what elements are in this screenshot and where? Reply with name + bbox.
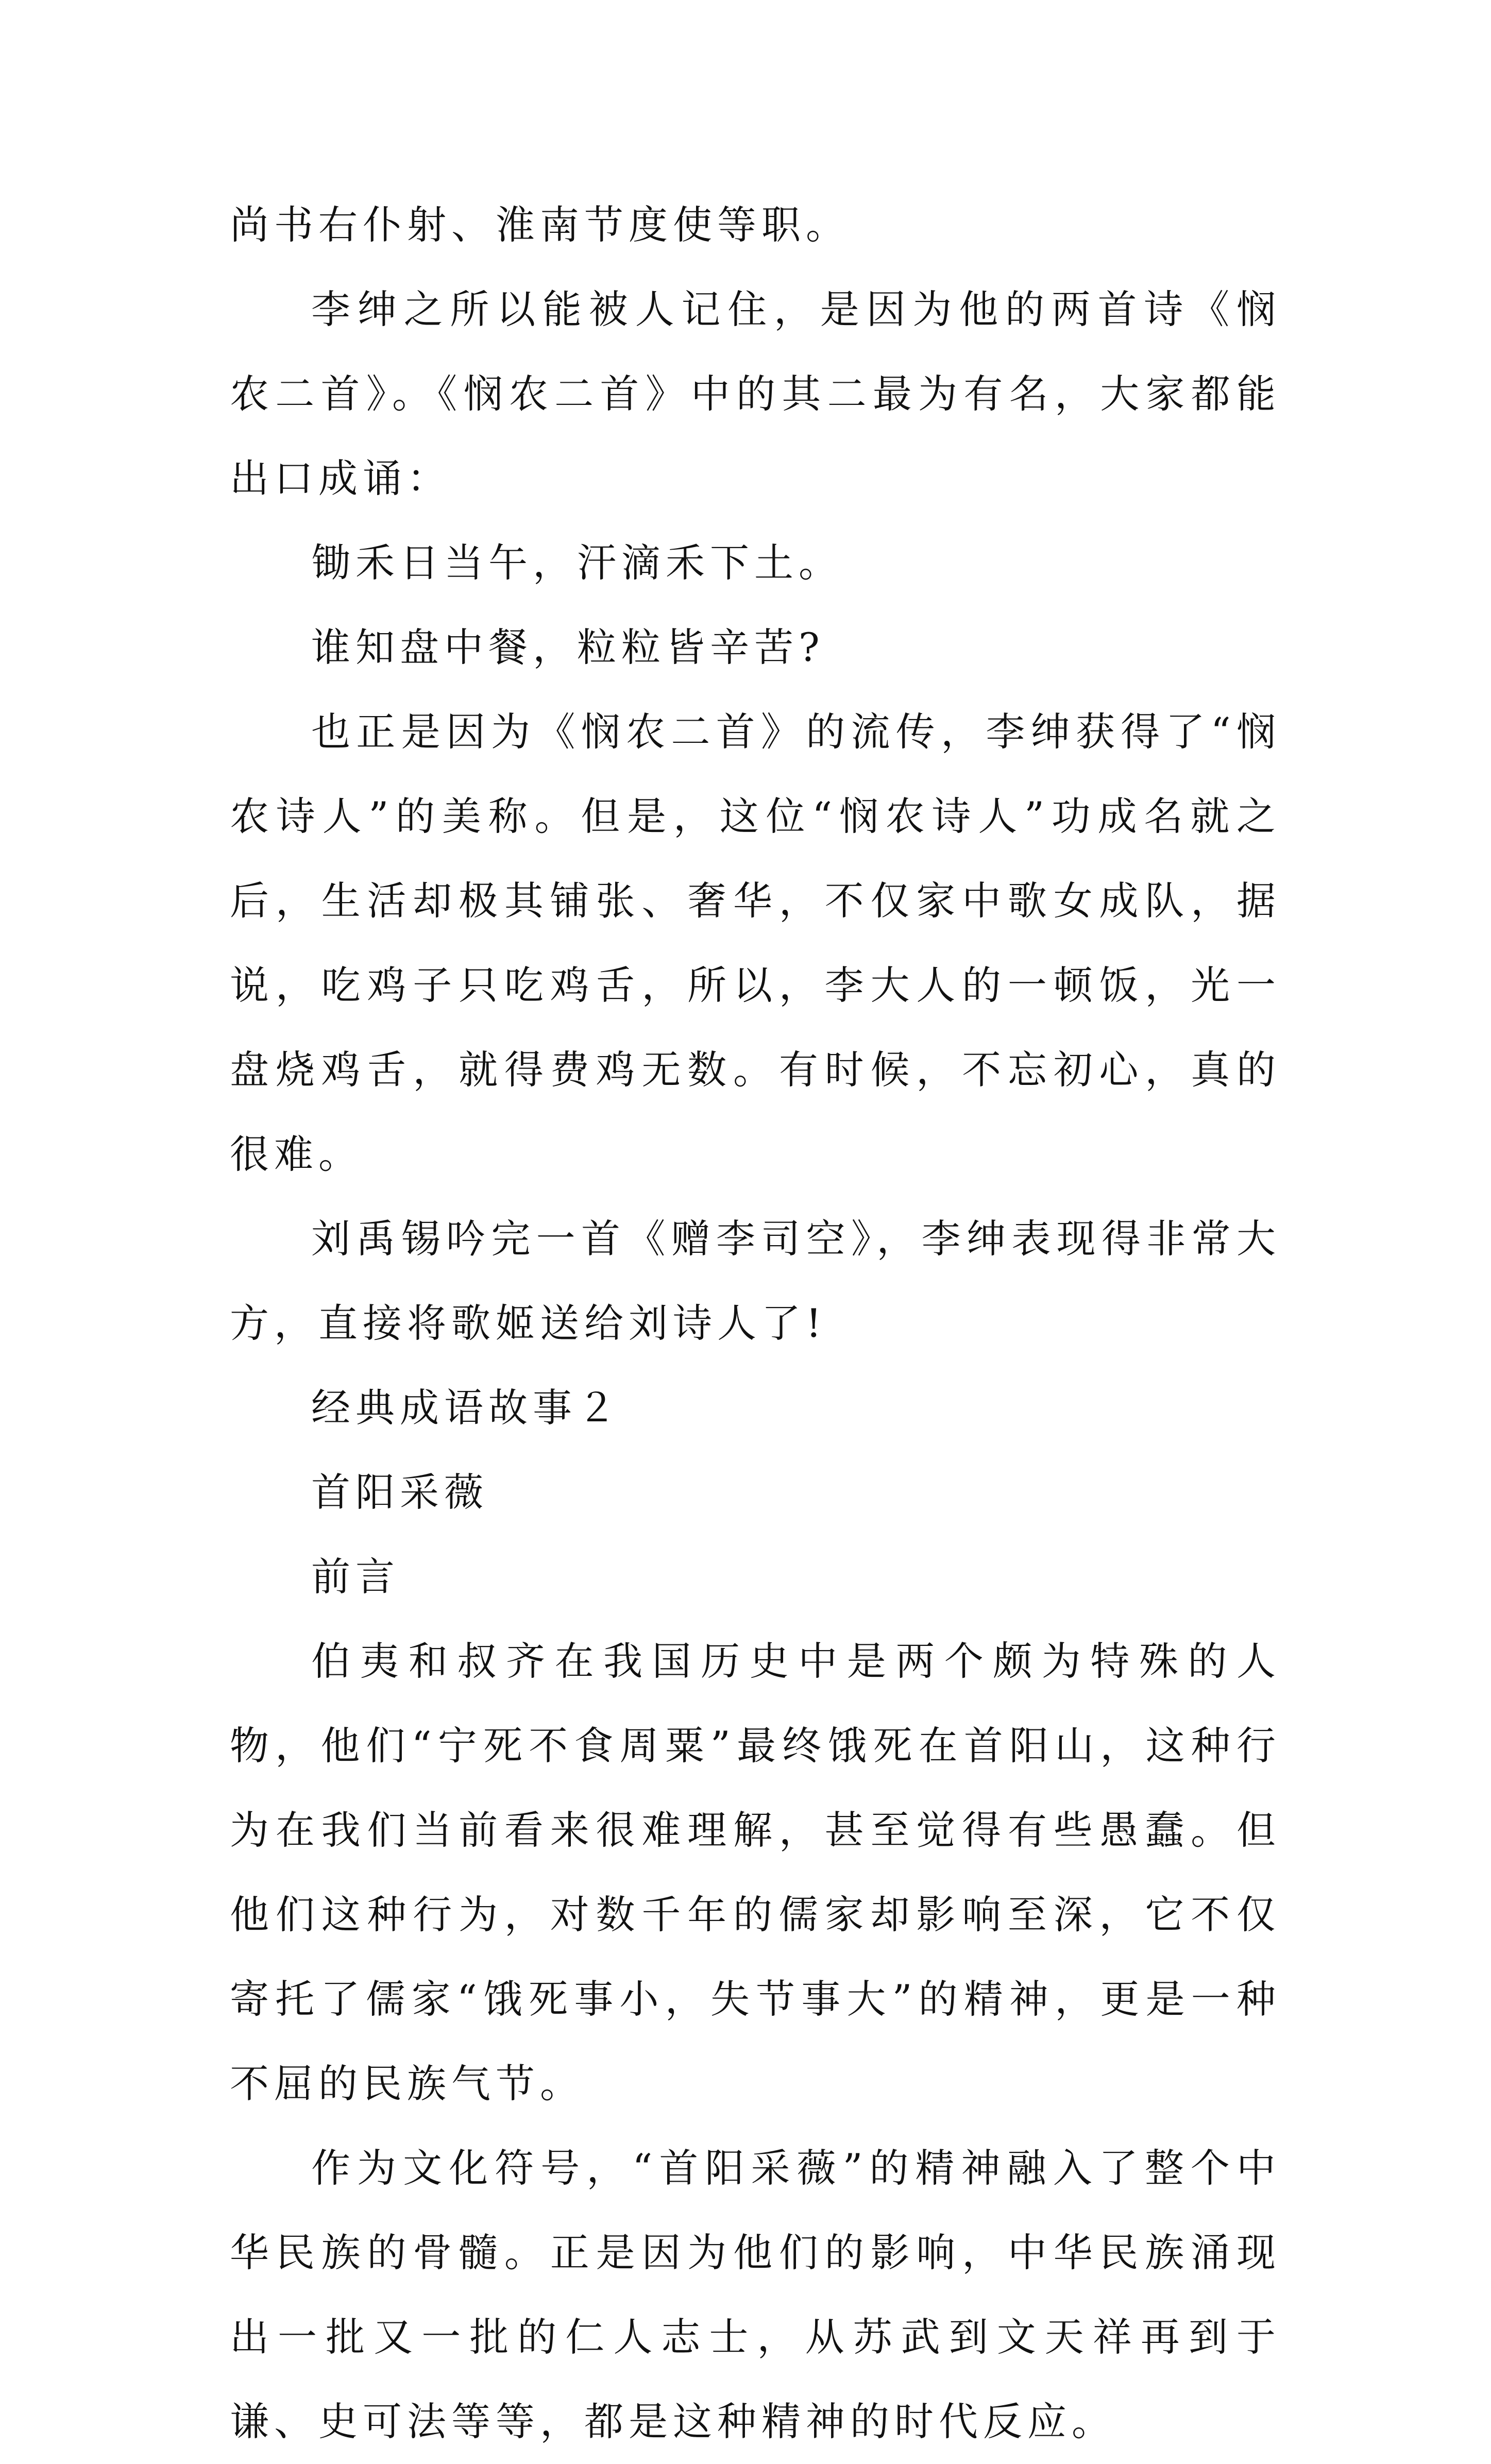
- section-heading: 经典成语故事２: [311, 1385, 621, 1431]
- paragraph-li-shen-intro: 李绅之所以能被人记住，是因为他的两首诗《悯农二首》。《悯农二首》中的其二最为有名，大家都能出口成诵：: [230, 286, 1281, 501]
- preface-heading: 前言: [311, 1554, 400, 1600]
- paragraph-cultural-symbol: 作为文化符号，“首阳采薇”的精神融入了整个中华民族的骨髓。正是因为他们的影响，中华民族涌现出一批又一批的仁人志士，从苏武到文天祥再到于谦、史可法等等，都是这种精神的时代反应。: [230, 2145, 1281, 2444]
- paragraph-liu-yuxi: 刘禹锡吟完一首《赠李司空》，李绅表现得非常大方，直接将歌姬送给刘诗人了!: [230, 1216, 1281, 1346]
- poem-line-2: 谁知盘中餐，粒粒皆辛苦?: [311, 624, 825, 670]
- story-title: 首阳采薇: [311, 1469, 488, 1515]
- document-body: [230, 183, 1281, 2464]
- poem-line-1: 锄禾日当午，汗滴禾下土。: [311, 540, 843, 586]
- paragraph-continuation: 尚书右仆射、淮南节度使等职。: [230, 202, 850, 248]
- paragraph-boyi-shuqi: 伯夷和叔齐在我国历史中是两个颇为特殊的人物，他们“宁死不食周粟”最终饿死在首阳山，这种行为在我们当前看来很难理解，甚至觉得有些愚蠢。但他们这种行为，对数千年的儒家却影响至深，它不仅寄托了儒家“饿死事小，失节事大”的精神，更是一种不屈的民族气节。: [230, 1638, 1281, 2106]
- paragraph-min-nong-poet: 也正是因为《悯农二首》的流传，李绅获得了“悯农诗人”的美称。但是，这位“悯农诗人”功成名就之后，生活却极其铺张、奢华，不仅家中歌女成队，据说，吃鸡子只吃鸡舌，所以，李大人的一顿饭，光一盘烧鸡舌，就得费鸡无数。有时候，不忘初心，真的很难。: [230, 709, 1281, 1177]
